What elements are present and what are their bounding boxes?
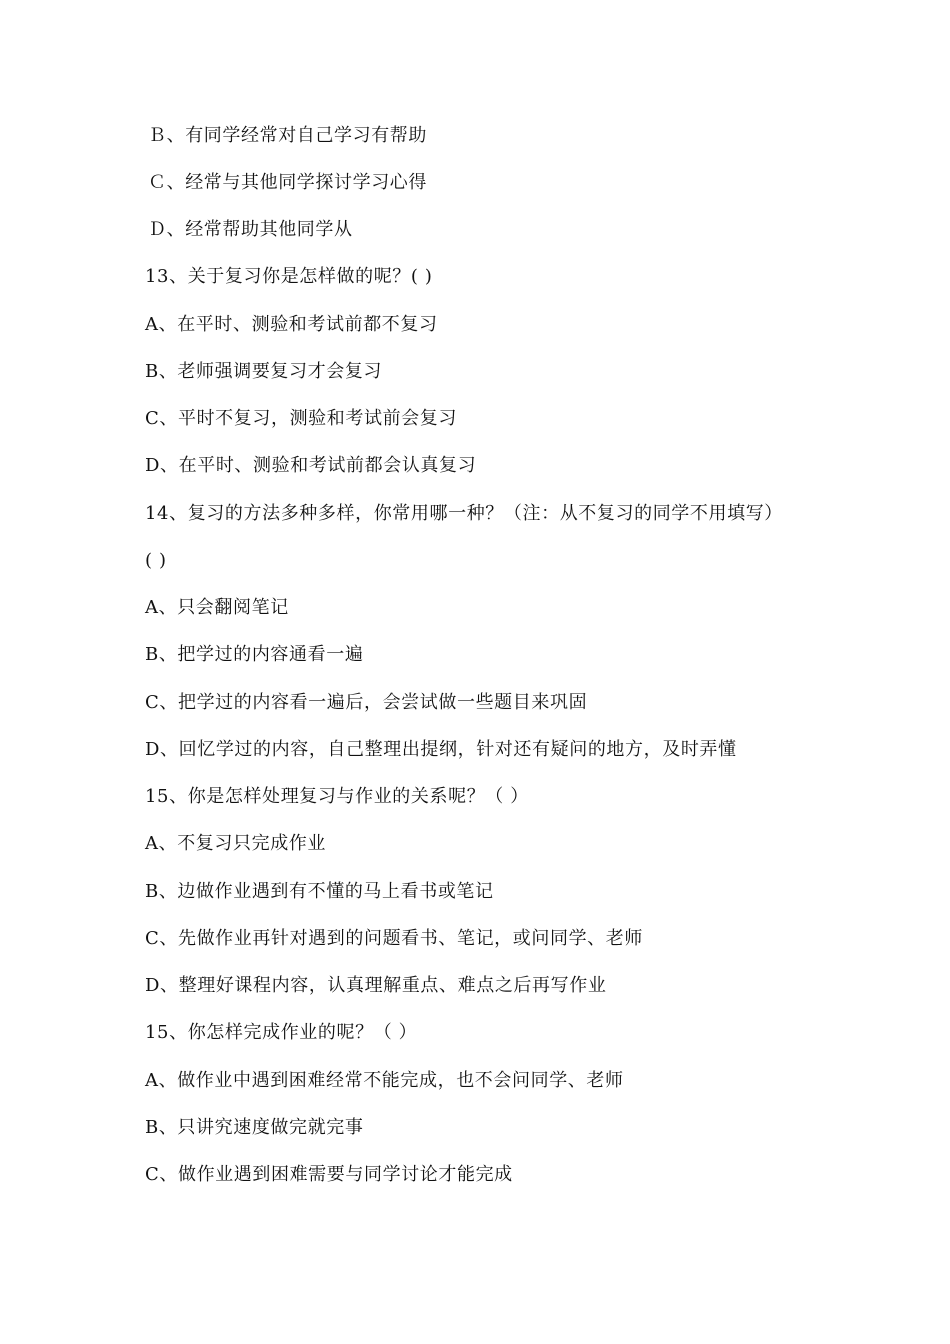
- option-15-homework-a: A、做作业中遇到困难经常不能完成，也不会问同学、老师: [145, 1070, 624, 1091]
- option-13-a: A、在平时、测验和考试前都不复习: [145, 314, 438, 335]
- option-12-d: Ｄ、经常帮助其他同学从: [148, 219, 353, 240]
- option-15-review-c: C、先做作业再针对遇到的问题看书、笔记，或问同学、老师: [145, 928, 643, 949]
- option-14-a: A、只会翻阅笔记: [145, 597, 289, 618]
- option-13-c: C、平时不复习，测验和考试前会复习: [145, 408, 457, 429]
- option-15-homework-b: B、只讲究速度做完就完事: [145, 1117, 364, 1138]
- option-14-b: B、把学过的内容通看一遍: [145, 644, 364, 665]
- option-15-review-d: D、整理好课程内容，认真理解重点、难点之后再写作业: [145, 975, 607, 996]
- option-12-b: Ｂ、有同学经常对自己学习有帮助: [148, 125, 427, 146]
- option-13-b: B、老师强调要复习才会复习: [145, 361, 383, 382]
- question-14-blank: ( ): [145, 550, 167, 571]
- option-14-d: D、回忆学过的内容，自己整理出提纲，针对还有疑问的地方，及时弄懂: [145, 739, 737, 760]
- question-13: 13、关于复习你是怎样做的呢？( ): [145, 266, 433, 287]
- option-15-review-a: A、不复习只完成作业: [145, 833, 326, 854]
- question-15-homework: 15、你怎样完成作业的呢？（ ）: [145, 1022, 418, 1043]
- option-13-d: D、在平时、测验和考试前都会认真复习: [145, 455, 477, 476]
- option-12-c: Ｃ、经常与其他同学探讨学习心得: [148, 172, 427, 193]
- option-14-c: C、把学过的内容看一遍后，会尝试做一些题目来巩固: [145, 692, 588, 713]
- option-15-homework-c: C、做作业遇到困难需要与同学讨论才能完成: [145, 1164, 513, 1185]
- option-15-review-b: B、边做作业遇到有不懂的马上看书或笔记: [145, 881, 494, 902]
- question-15-review: 15、你是怎样处理复习与作业的关系呢？（ ）: [145, 786, 529, 807]
- question-14: 14、复习的方法多种多样，你常用哪一种？（注：从不复习的同学不用填写）: [145, 503, 783, 524]
